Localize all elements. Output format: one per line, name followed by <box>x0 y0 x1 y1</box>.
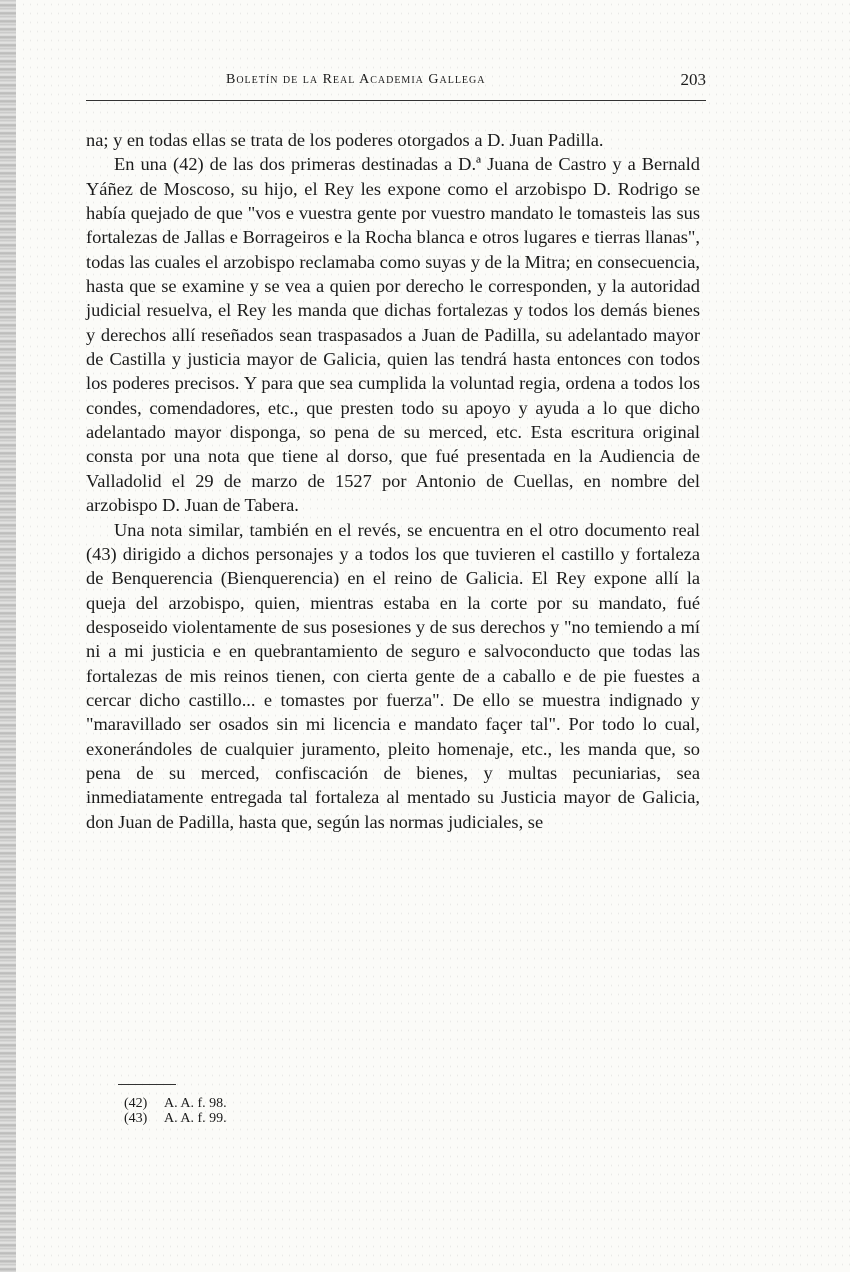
paragraph: Una nota similar, también en el revés, se encuentra en el otro documento real (43) dirigido a dichos personajes y a todos los que tuvieren el castillo y fortaleza de Benquerencia (Bienquerencia) en el reino de Galicia. El Rey expone allí la queja del arzobispo, quien, mientras estaba en la corte por su mandato, fué desposeido violentamente de sus posesiones y de sus derechos y "no temiendo a mí ni a mi justicia e en quebrantamiento de seguro e salvoconducto que todas las fortalezas de mis reinos tienen, con cierta gente de a caballo e de pie fuestes a cercar dicho castillo... e tomastes por fuerza". De ello se muestra indignado y "maravillado ser osados sin mi licencia e mandato façer tal". Por todo lo cual, exonerándoles de cualquier juramento, pleito homenaje, etc., les manda que, so pena de su merced, confiscación de bienes, y multas pecuniarias, sea inmediatamente entregada tal fortaleza al mentado su Justicia mayor de Galicia, don Juan de Padilla, hasta que, según las normas judiciales, se <box>86 519 700 832</box>
footnote-text: A. A. f. 98. <box>164 1096 227 1111</box>
body-text <box>86 128 700 834</box>
running-title: Boletín de la Real Academia Gallega <box>226 72 486 87</box>
paragraph: na; y en todas ellas se trata de los poderes otorgados a D. Juan Padilla. <box>86 130 604 150</box>
page-number: 203 <box>680 70 706 89</box>
footnotes <box>124 1096 227 1126</box>
footnote-text: A. A. f. 99. <box>164 1111 227 1126</box>
footnote-mark: (42) <box>124 1096 148 1111</box>
footnote <box>124 1111 227 1126</box>
footnote-rule <box>118 1084 176 1085</box>
page-edge-shadow <box>0 0 16 1272</box>
paragraph: En una (42) de las dos primeras destinadas a D.ª Juana de Castro y a Bernald Yáñez de Moscoso, su hijo, el Rey les expone como el arzobispo D. Rodrigo se había quejado de que "vos e vuestra gente por vuestro mandato le tomasteis las sus fortalezas de Jallas e Borrageiros e la Rocha blanca e otros lugares e tierras llanas", todas las cuales el arzobispo reclamaba como suyas y de la Mitra; en consecuencia, hasta que se examine y se vea a quien por derecho le corresponden, y la autoridad judicial resuelva, el Rey les manda que dichas fortalezas y todos los demás bienes y derechos allí reseñados sean traspasados a Juan de Padilla, su adelantado mayor de Castilla y justicia mayor de Galicia, quien las tendrá hasta entonces con todos los poderes precisos. Y para que sea cumplida la voluntad regia, ordena a todos los condes, comendadores, etc., que presten todo su apoyo y ayuda a lo que dicho adelantado mayor disponga, so pena de su merced, etc. Esta escritura original consta por una nota que tiene al dorso, que fué presentada en la Audiencia de Valladolid el 29 de marzo de 1527 por Antonio de Cuellas, en nombre del arzobispo D. Juan de Tabera. <box>86 154 700 516</box>
footnote <box>124 1096 227 1111</box>
page-header <box>86 70 706 101</box>
footnote-mark: (43) <box>124 1111 148 1126</box>
